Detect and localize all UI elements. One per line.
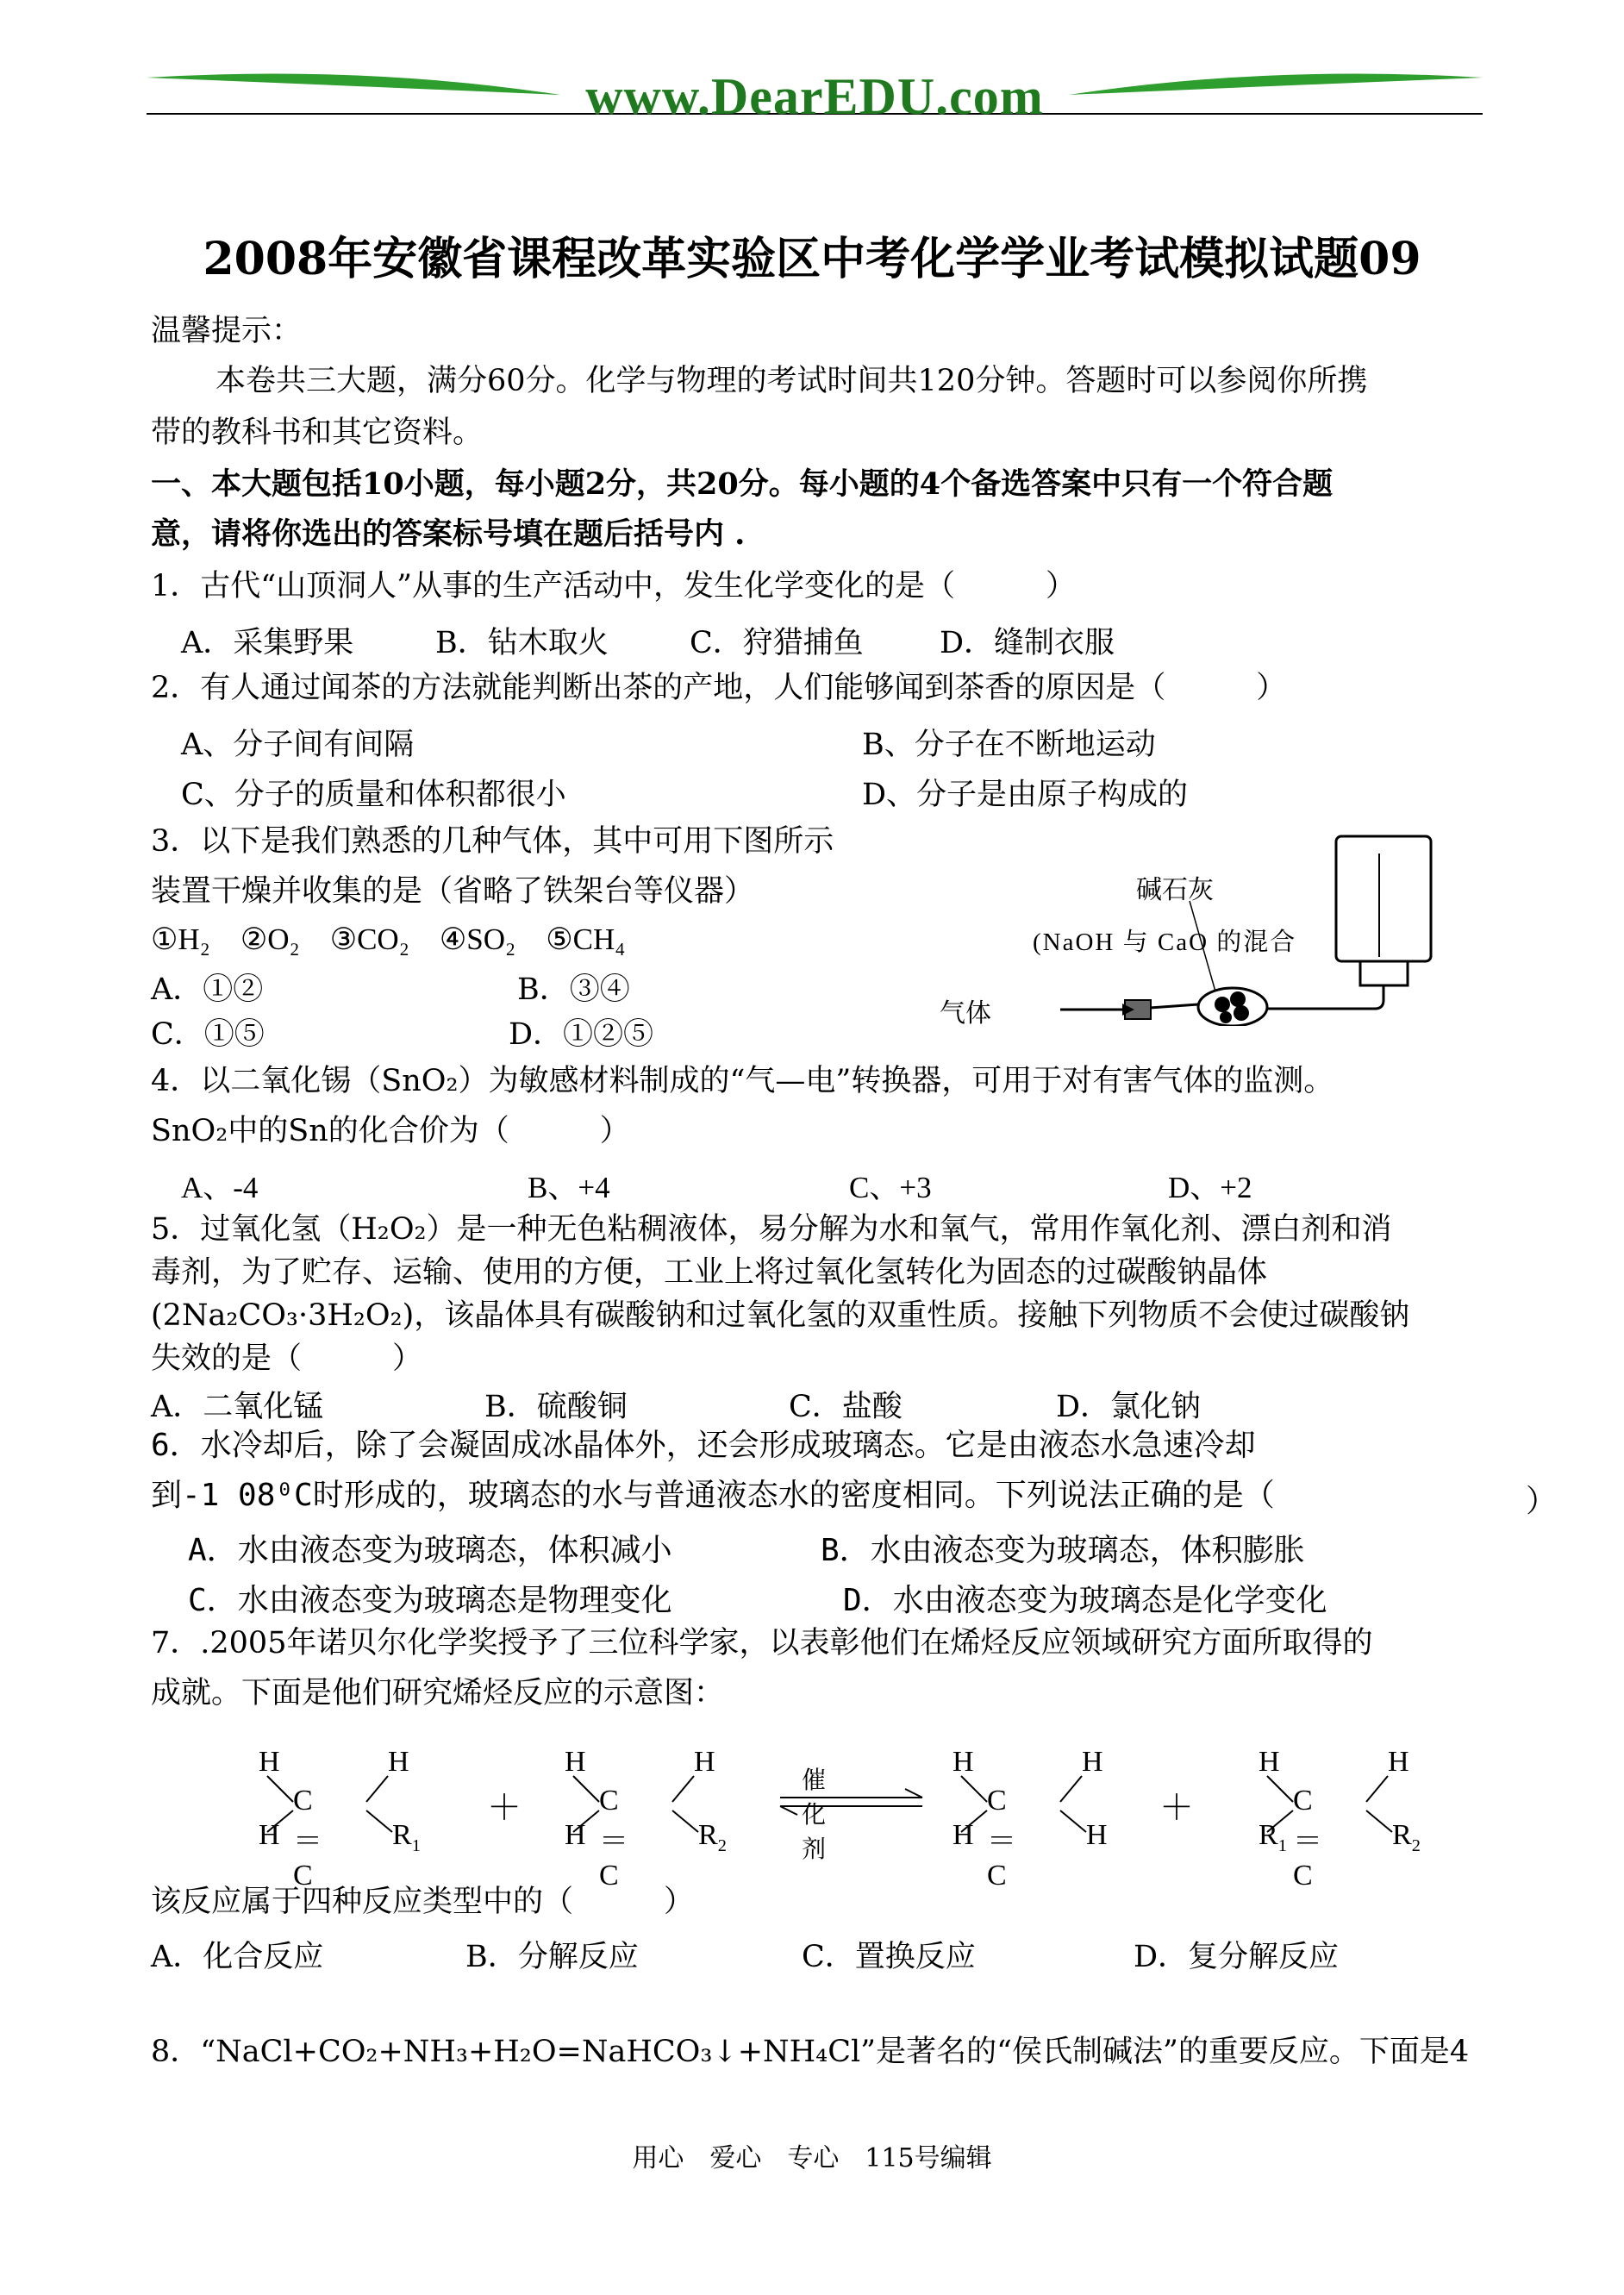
apparatus-label-gas: 气体 [940, 998, 991, 1029]
q4-option-d: D、+2 [1168, 1171, 1252, 1204]
q5-option-d: D．氯化钠 [1056, 1390, 1202, 1424]
q4-option-a: A、-4 [181, 1171, 259, 1204]
apparatus-label-mixture: (NaOH 与 CaO 的混合 [1033, 929, 1297, 956]
drying-apparatus-figure [931, 828, 1448, 1029]
q6-option-b: B．水由液态变为玻璃态，体积膨胀 [821, 1533, 1305, 1568]
question-8-stem: 8．“NaCl+CO₂+NH₃+H₂O=NaHCO₃↓+NH₄Cl”是著名的“侯氏制碱法”的重要反应。下面是4 [151, 2035, 1470, 2069]
exam-page: www.DearEDU.com 2008年安徽省课程改革实验区中考化学学业考试模拟试题09 温馨提示： 本卷共三大题，满分60分。化学与物理的考试时间共120分钟。答题时可以参阅你所携 带的教科书和其它资料。 一、本大题包括10小题，每小题2分，共20分。每小题的4个备选答案中只有一个符合题 意，请将你选出的答案标号填在题后括号内 . 1．古代“山顶洞人”从事的生产活动中，发生化学变化的是（ ） A．采集野果 B．钻木取火 C．狩猎捕鱼 D．缝制衣服 2．有人通过闻茶的方法就能判断出茶的产地，人们能够闻到茶香的原因是（ ） A、分子间有间隔 B、分子在不断地运动 C、分子的质量和体积都很小 D、分子是由原子构成的 3．以下是我们熟悉的几种气体，其中可用下图所示 装置干燥并收集的是（省略了铁架台等仪器） ①H₂ ②O₂ ③CO₂ ④SO₂ ⑤CH₄ A．①② B．③④ C．①⑤ D．①②⑤ 碱石灰 (NaOH 与 CaO 的混合 气体 4．以二氧化锡（SnO₂）为敏感材料制成的“气—电”转换器，可用于对有害气体的监测。 SnO₂中的Sn的化合价为（ ） A、-4 B、+4 C、+3 D、+2 5．过氧化氢（H₂O₂）是一种无色粘稠液体，易分解为水和氧气，常用作氧化剂、漂白剂和消 毒剂，为了贮存、运输、使用的方便，工业上将过氧化氢转化为固态的过碳酸钠晶体 (2Na₂CO₃·3H₂O₂)，该晶体具有碳酸钠和过氧化氢的双重性质。接触下列物质不会使过碳酸钠 失效的是（ ） A．二氧化锰 B．硫酸铜 C．盐酸 D．氯化钠 6．水冷却后，除了会凝固成冰晶体外，还会形成玻璃态。它是由液态水急速冷却 到-1 08⁰C时形成的，玻璃态的水与普通液态水的密度相同。下列说法正确的是（ ） A．水由液态变为玻璃态，体积减小 B．水由液态变为玻璃态，体积膨胀 C．水由液态变为玻璃态是物理变化 D．水由液态变为玻璃态是化学变化 7．.2005年诺贝尔化学奖授予了三位科学家，以表彰他们在烯烃反应领域研究方面所取得的 成就。下面是他们研究烯烃反应的示意图： H H C＝C H $R_1$ ＋ H H C＝C H $R_2$ 催化剂 H H C＝C H H ＋ H $R_1$ C＝C H $R_2$ 该反应属于四种反应类型中的（ ） A．化合反应 B．分解反应 C．置换反应 D．复分解反应 8．“NaCl+CO₂+NH₃+H₂O=NaHCO₃↓+NH₄Cl”是著名的“侯氏制碱法”的重要反应。下面是4 用心 爱心 专心 115号编辑 [0, 0, 1624, 2295]
tips-label: 温馨提示： [151, 314, 303, 348]
q7-option-b: B．分解反应 [465, 1940, 639, 1974]
q3-gas-list: ①H₂ ②O₂ ③CO₂ ④SO₂ ⑤CH₄ [151, 922, 626, 956]
q3-option-c: C．①⑤ [151, 1017, 265, 1052]
question-6-stem: 到-1 08⁰C时形成的，玻璃态的水与普通液态水的密度相同。下列说法正确的是（ [151, 1478, 1275, 1513]
page-footer: 用心 爱心 专心 115号编辑 [632, 2143, 992, 2173]
q5-option-b: B．硫酸铜 [484, 1390, 628, 1424]
question-1-stem: 1．古代“山顶洞人”从事的生产活动中，发生化学变化的是（ ） [151, 569, 1077, 603]
question-3-stem: 3．以下是我们熟悉的几种气体，其中可用下图所示 [151, 824, 834, 859]
q2-option-c: C、分子的质量和体积都很小 [181, 778, 566, 812]
page-title: 2008年安徽省课程改革实验区中考化学学业考试模拟试题09 [203, 233, 1421, 285]
question-4-stem: SnO₂中的Sn的化合价为（ ） [151, 1114, 630, 1148]
q3-option-b: B．③④ [517, 972, 630, 1007]
section-heading: 意，请将你选出的答案标号填在题后括号内 . [151, 516, 746, 552]
question-7-stem: 该反应属于四种反应类型中的（ ） [151, 1885, 695, 1919]
q2-option-d: D、分子是由原子构成的 [862, 778, 1189, 812]
question-7-stem: 成就。下面是他们研究烯烃反应的示意图： [151, 1676, 725, 1710]
q2-option-a: A、分子间有间隔 [181, 728, 415, 762]
q6-option-c: C．水由液态变为玻璃态是物理变化 [188, 1583, 672, 1618]
q6-option-d: D．水由液态变为玻璃态是化学变化 [843, 1583, 1327, 1618]
q1-option-b: B．钻木取火 [435, 626, 609, 660]
q4-option-c: C、+3 [849, 1171, 932, 1204]
q2-option-b: B、分子在不断地运动 [862, 728, 1156, 762]
q5-option-c: C．盐酸 [789, 1390, 903, 1424]
q5-option-a: A．二氧化锰 [151, 1390, 324, 1424]
question-2-stem: 2．有人通过闻茶的方法就能判断出茶的产地，人们能够闻到茶香的原因是（ ） [151, 671, 1287, 705]
q7-option-c: C．置换反应 [802, 1940, 976, 1974]
q7-option-d: D．复分解反应 [1134, 1940, 1340, 1974]
q4-option-b: B、+4 [528, 1171, 610, 1204]
tips-text: 带的教科书和其它资料。 [151, 416, 484, 450]
site-logo-text[interactable]: www.DearEDU.com [585, 68, 1044, 125]
question-6-stem: 6．水冷却后，除了会凝固成冰晶体外，还会形成玻璃态。它是由液态水急速冷却 [151, 1428, 1256, 1463]
q1-option-a: A．采集野果 [181, 626, 354, 660]
question-7-stem: 7．.2005年诺贝尔化学奖授予了三位科学家，以表彰他们在烯烃反应领域研究方面所取得的 [151, 1626, 1373, 1660]
question-5-stem: 失效的是（ ） [151, 1341, 423, 1376]
site-header [147, 60, 1483, 138]
catalyst-label: 催化剂 [802, 1766, 827, 1863]
q3-option-d: D．①②⑤ [509, 1017, 654, 1052]
question-5-stem: (2Na₂CO₃·3H₂O₂)，该晶体具有碳酸钠和过氧化氢的双重性质。接触下列物质不会使过碳酸钠 [151, 1298, 1410, 1333]
q1-option-c: C．狩猎捕鱼 [690, 626, 864, 660]
q6-paren-end: ） [1526, 1484, 1558, 1519]
q6-option-a: A．水由液态变为玻璃态，体积减小 [188, 1533, 672, 1568]
q7-option-a: A．化合反应 [151, 1940, 324, 1974]
question-5-stem: 毒剂，为了贮存、运输、使用的方便，工业上将过氧化氢转化为固态的过碳酸钠晶体 [151, 1255, 1268, 1290]
question-4-stem: 4．以二氧化锡（SnO₂）为敏感材料制成的“气—电”转换器，可用于对有害气体的监测。 [151, 1064, 1334, 1098]
q3-option-a: A．①② [151, 972, 264, 1007]
apparatus-label-soda-lime: 碱石灰 [1136, 875, 1214, 905]
tips-text: 本卷共三大题，满分60分。化学与物理的考试时间共120分钟。答题时可以参阅你所携 [215, 364, 1368, 398]
question-3-stem: 装置干燥并收集的是（省略了铁架台等仪器） [151, 874, 755, 909]
section-heading: 一、本大题包括10小题，每小题2分，共20分。每小题的4个备选答案中只有一个符合题 [151, 466, 1334, 502]
q1-option-d: D．缝制衣服 [940, 626, 1115, 660]
question-5-stem: 5．过氧化氢（H₂O₂）是一种无色粘稠液体，易分解为水和氧气，常用作氧化剂、漂白剂和消 [151, 1212, 1392, 1247]
